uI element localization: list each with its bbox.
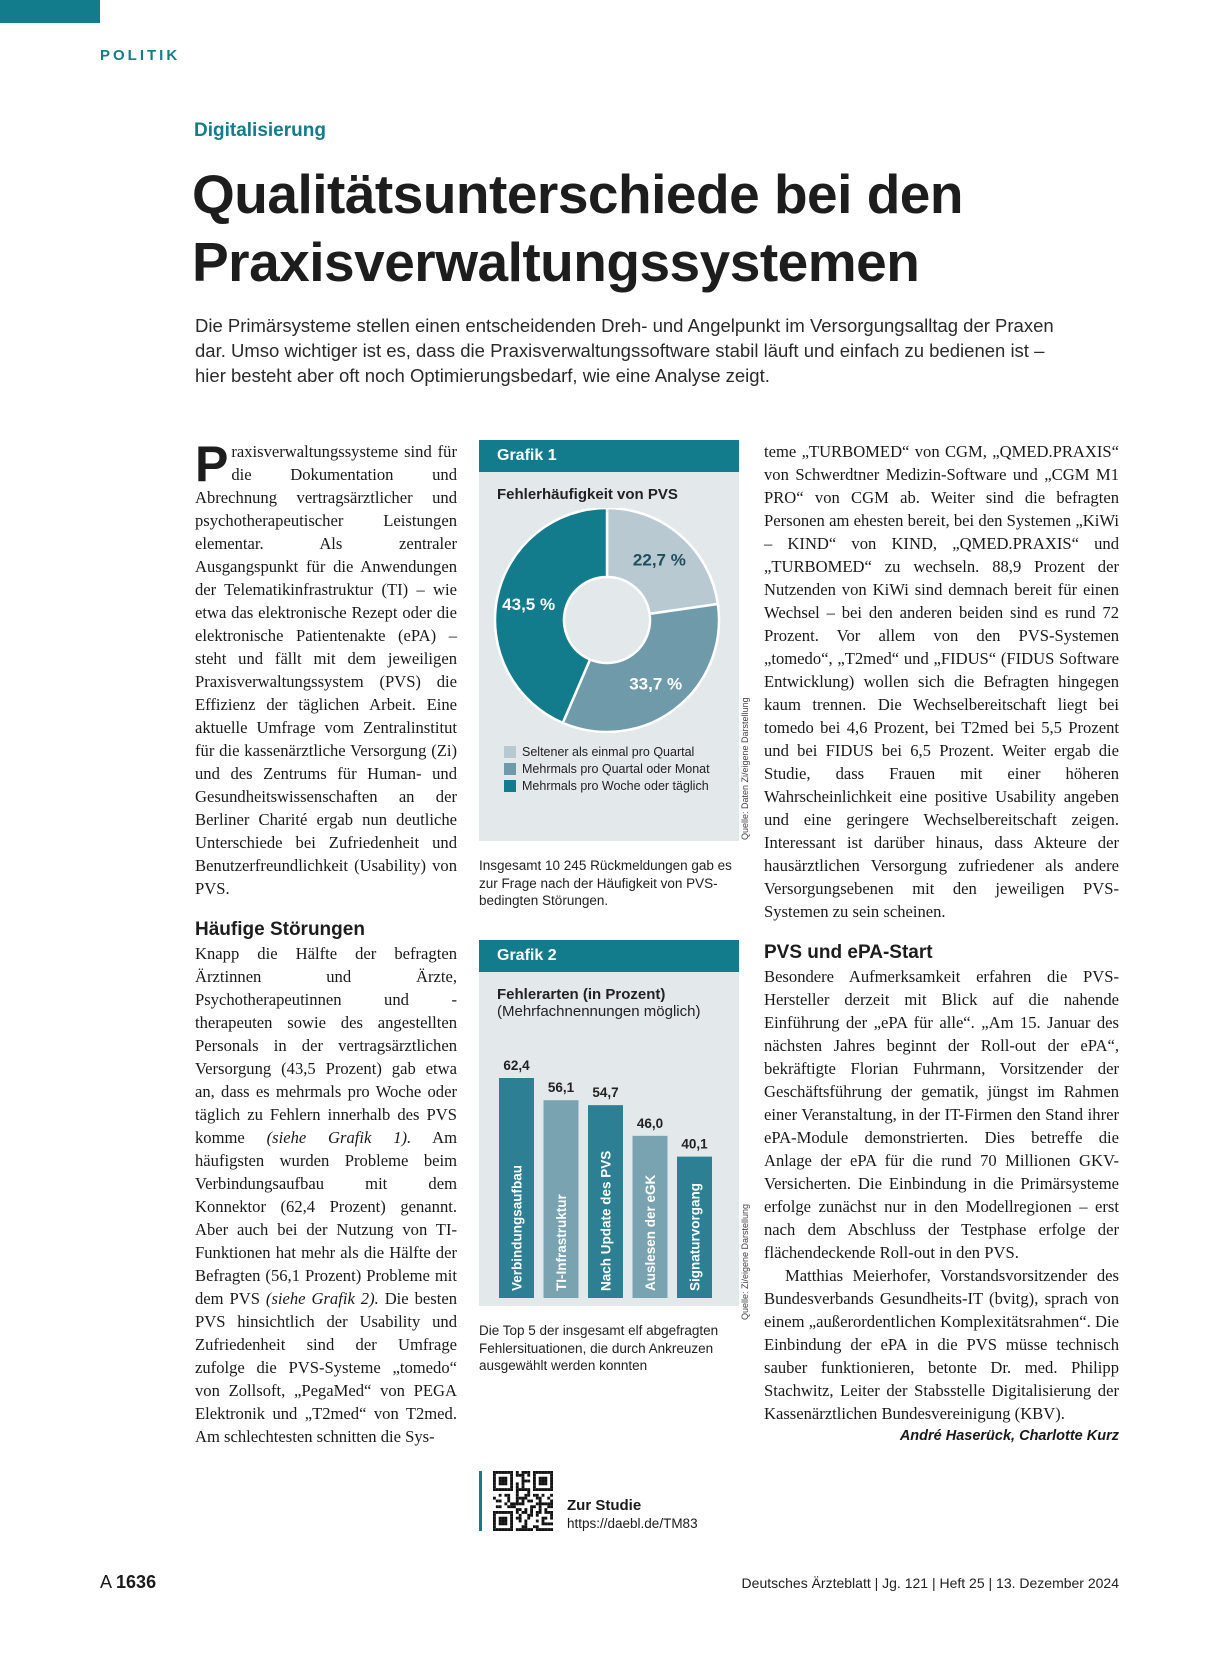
- qr-module: [527, 1514, 530, 1517]
- pie-label-3: 43,5 %: [502, 594, 556, 614]
- qr-module: [544, 1508, 547, 1511]
- qr-module: [493, 1517, 496, 1520]
- qr-module: [496, 1500, 499, 1503]
- qr-module: [516, 1517, 519, 1520]
- qr-module: [527, 1500, 530, 1503]
- qr-module: [513, 1502, 516, 1505]
- text-segment: Knapp die Hälfte der befragten Ärztinnen und Ärzte, Psychotherapeutinnen und -therapeuten sowie des angestellten Personals in der vertragsärztlichen Versorgung (43,5 Prozent) gab etwa an, dass es mehrmals pro Woche oder täglich zu Fehlern innerhalb des PVS komme: [195, 944, 457, 1147]
- qr-module: [510, 1471, 513, 1474]
- qr-module: [493, 1520, 496, 1523]
- qr-module: [542, 1482, 545, 1485]
- grafik-1-caption: Insgesamt 10 245 Rückmeldungen gab es zur Frage nach der Häufigkeit von PVS-bedingten Störungen.: [479, 858, 732, 908]
- qr-module: [522, 1511, 525, 1514]
- text-segment: Am häufigsten wurden Probleme beim Verbindungsaufbau mit dem Konnektor (62,4 Prozent) genannt. Aber auch bei der Nutzung von TI-Funktionen hat mehr als die Hälfte der Befragten (56,1 Prozent) Probleme mit dem PVS: [195, 1128, 458, 1308]
- study-link[interactable]: https://daebl.de/TM83: [567, 1516, 698, 1531]
- grafik-2-label: Grafik 2: [479, 940, 739, 972]
- qr-module: [527, 1471, 530, 1474]
- legend-label: Mehrmals pro Woche oder täglich: [522, 778, 709, 793]
- legend-swatch: [504, 780, 516, 792]
- qr-module: [547, 1528, 550, 1531]
- subhead-stoerungen: Häufige Störungen: [195, 919, 365, 940]
- qr-module: [536, 1511, 539, 1514]
- qr-module: [519, 1508, 522, 1511]
- qr-module: [507, 1471, 510, 1474]
- qr-module: [527, 1517, 530, 1520]
- qr-module: [510, 1522, 513, 1525]
- qr-module: [510, 1525, 513, 1528]
- qr-module: [510, 1520, 513, 1523]
- qr-module: [522, 1502, 525, 1505]
- qr-module: [522, 1482, 525, 1485]
- qr-module: [550, 1517, 553, 1520]
- qr-code-icon[interactable]: [493, 1471, 553, 1531]
- qr-module: [510, 1502, 513, 1505]
- qr-module: [539, 1528, 542, 1531]
- qr-module: [493, 1480, 496, 1483]
- qr-module: [539, 1480, 542, 1483]
- qr-module: [499, 1480, 502, 1483]
- qr-module: [547, 1497, 550, 1500]
- qr-module: [507, 1511, 510, 1514]
- qr-module: [499, 1505, 502, 1508]
- qr-module: [524, 1508, 527, 1511]
- grafik-1-label: Grafik 1: [479, 440, 739, 472]
- qr-module: [550, 1502, 553, 1505]
- qr-module: [530, 1508, 533, 1511]
- legend-item: [504, 743, 710, 760]
- qr-module: [519, 1517, 522, 1520]
- qr-module: [522, 1474, 525, 1477]
- qr-module: [550, 1477, 553, 1480]
- qr-module: [502, 1488, 505, 1491]
- headline-line-1: Qualitätsunterschiede bei den: [192, 163, 963, 225]
- qr-module: [544, 1502, 547, 1505]
- qr-module: [524, 1488, 527, 1491]
- qr-module: [516, 1508, 519, 1511]
- qr-module: [519, 1514, 522, 1517]
- figure-reference-1: (siehe Grafik 1).: [266, 1128, 412, 1147]
- qr-module: [542, 1477, 545, 1480]
- qr-module: [516, 1491, 519, 1494]
- qr-module: [507, 1497, 510, 1500]
- qr-module: [504, 1502, 507, 1505]
- qr-module: [527, 1488, 530, 1491]
- qr-module: [519, 1474, 522, 1477]
- body-column-right: [764, 440, 1119, 1448]
- paragraph-continued: teme „TURBOMED“ von CGM, „QMED.PRAXIS“ von Schwerdtner Medizin-Software und „CGM M1 PRO“ von CGM ab. Weiter sind die befragten Personen am ehesten bereit, bei den Systemen „KiWi – KIND“ von KIND, „QMED.PRAXIS“ und „TURBOMED“ zu wechseln. 88,9 Prozent der Nutzenden von KiWi sind demnach bereit für einen Wechsel – bei den anderen beiden sind es rund 72 Prozent. Vor allem von den PVS-Systemen „tomedo“, „T2med“ und „FIDUS“ (FIDUS Software Entwicklung) wollen sich die Befragten hingegen kaum trennen. Die Wechselbereitschaft liegt bei tomedo bei 4,6 Prozent, bei T2med bei 5,5 Prozent und bei FIDUS bei 6,5 Prozent. Weiter ergab die Studie, dass Frauen mit einer höheren Wahrscheinlichkeit eine positive Usability angeben und eine geringere Wechselbereitschaft zeigen. Interessant ist darüber hinaus, dass Akteure der hausärztlichen Versorgung zufriedener als andere Versorgungsebenen mit den jeweiligen PVS-Systemen zu sein scheinen.: [764, 442, 1119, 921]
- qr-module: [542, 1522, 545, 1525]
- qr-module: [519, 1520, 522, 1523]
- bar-value-label: 46,0: [636, 1115, 664, 1131]
- qr-module: [493, 1511, 496, 1514]
- qr-module: [519, 1488, 522, 1491]
- qr-module: [493, 1497, 496, 1500]
- bar-value-label: 40,1: [681, 1136, 708, 1152]
- qr-module: [550, 1488, 553, 1491]
- qr-module: [504, 1480, 507, 1483]
- subhead-epa-start: PVS und ePA-Start: [764, 942, 933, 963]
- paragraph-bvitg: Matthias Meierhofer, Vorstandsvorsitzender des Bundesverbands Gesundheits-IT (bvitg), sprach von einem „außerordentlichen Komplexitätsrahmen“. Die Einbindung der ePA in die PVS müsse technisch sauber funktionieren, betonte Dr. med. Philipp Stachwitz, Leiter der Stabsstelle Digitalisierung der Kassenärztlichen Bundesvereinigung (KBV).: [764, 1266, 1119, 1423]
- qr-module: [524, 1497, 527, 1500]
- qr-module: [502, 1482, 505, 1485]
- qr-module: [550, 1485, 553, 1488]
- qr-module: [504, 1517, 507, 1520]
- qr-module: [504, 1482, 507, 1485]
- qr-module: [542, 1480, 545, 1483]
- qr-module: [516, 1482, 519, 1485]
- pie-legend: [504, 743, 710, 794]
- qr-module: [493, 1514, 496, 1517]
- qr-module: [542, 1520, 545, 1523]
- qr-module: [522, 1488, 525, 1491]
- qr-module: [539, 1488, 542, 1491]
- qr-module: [499, 1520, 502, 1523]
- qr-module: [493, 1488, 496, 1491]
- qr-module: [504, 1528, 507, 1531]
- qr-module: [510, 1477, 513, 1480]
- qr-module: [544, 1480, 547, 1483]
- bar-value-label: 56,1: [547, 1080, 575, 1096]
- qr-module: [530, 1514, 533, 1517]
- qr-module: [502, 1471, 505, 1474]
- qr-module: [539, 1497, 542, 1500]
- qr-module: [522, 1480, 525, 1483]
- qr-module: [516, 1528, 519, 1531]
- paragraph-intro: [195, 436, 457, 900]
- qr-module: [524, 1494, 527, 1497]
- bar-category-label: Verbindungsaufbau: [509, 1164, 525, 1291]
- qr-module: [533, 1525, 536, 1528]
- qr-module: [530, 1528, 533, 1531]
- headline-line-2: Praxisverwaltungssystemen: [192, 231, 920, 293]
- qr-module: [516, 1500, 519, 1503]
- lead-paragraph: Die Primärsysteme stellen einen entscheidenden Dreh- und Angelpunkt im Versorgungsalltag der Praxen dar. Umso wichtiger ist es, dass die Praxisverwaltungssoftware stabil läuft und einfach zu bedienen ist – hier besteht aber oft noch Optimierungsbedarf, wie eine Analyse zeigt.: [195, 315, 1054, 386]
- qr-module: [539, 1505, 542, 1508]
- qr-module: [542, 1528, 545, 1531]
- legend-swatch: [504, 746, 516, 758]
- qr-module: [544, 1477, 547, 1480]
- qr-module: [536, 1471, 539, 1474]
- qr-module: [539, 1511, 542, 1514]
- page-number-value: 1636: [116, 1572, 157, 1592]
- drop-cap: P: [195, 436, 229, 492]
- qr-module: [499, 1511, 502, 1514]
- qr-module: [550, 1474, 553, 1477]
- qr-module: [510, 1514, 513, 1517]
- qr-module: [524, 1480, 527, 1483]
- qr-module: [510, 1474, 513, 1477]
- qr-module: [510, 1511, 513, 1514]
- qr-module: [544, 1482, 547, 1485]
- qr-module: [536, 1514, 539, 1517]
- qr-module: [504, 1471, 507, 1474]
- grafik-2-caption: Die Top 5 der insgesamt elf abgefragten Fehlersituationen, die durch Ankreuzen ausgewählt werden konnten: [479, 1323, 719, 1373]
- journal-info: Deutsches Ärzteblatt | Jg. 121 | Heft 25 | 13. Dezember 2024: [741, 1575, 1119, 1591]
- qr-module: [542, 1488, 545, 1491]
- qr-module: [524, 1511, 527, 1514]
- legend-swatch: [504, 763, 516, 775]
- grafik-2-source: Quelle: Zi/eigene Darstellung: [740, 1203, 750, 1320]
- kicker: Digitalisierung: [194, 120, 326, 141]
- qr-module: [493, 1477, 496, 1480]
- qr-module: [522, 1497, 525, 1500]
- qr-module: [533, 1482, 536, 1485]
- bar-category-label: Signaturvorgang: [687, 1182, 703, 1291]
- qr-module: [539, 1502, 542, 1505]
- qr-module: [513, 1505, 516, 1508]
- qr-module: [533, 1477, 536, 1480]
- qr-module: [550, 1482, 553, 1485]
- qr-module: [533, 1494, 536, 1497]
- qr-module: [516, 1497, 519, 1500]
- qr-module: [522, 1477, 525, 1480]
- qr-module: [522, 1528, 525, 1531]
- legend-label: Seltener als einmal pro Quartal: [522, 744, 695, 759]
- grafik-2-box: [479, 940, 739, 1306]
- qr-module: [516, 1511, 519, 1514]
- bar-chart: [479, 1015, 739, 1305]
- qr-module: [493, 1522, 496, 1525]
- qr-module: [496, 1488, 499, 1491]
- qr-module: [550, 1528, 553, 1531]
- bar-value-label: 54,7: [592, 1085, 619, 1101]
- qr-module: [502, 1528, 505, 1531]
- qr-module: [522, 1485, 525, 1488]
- qr-module: [539, 1508, 542, 1511]
- qr-module: [536, 1502, 539, 1505]
- qr-module: [493, 1485, 496, 1488]
- qr-module: [502, 1480, 505, 1483]
- qr-module: [516, 1474, 519, 1477]
- qr-module: [502, 1520, 505, 1523]
- chart-1-title: Fehlerhäufigkeit von PVS: [497, 486, 678, 503]
- qr-module: [539, 1477, 542, 1480]
- qr-module: [504, 1494, 507, 1497]
- qr-module: [536, 1494, 539, 1497]
- qr-module: [524, 1471, 527, 1474]
- qr-module: [510, 1528, 513, 1531]
- bar-category-label: Nach Update des PVS: [598, 1150, 614, 1291]
- paragraph-stoerungen: [195, 942, 457, 1448]
- qr-module: [544, 1522, 547, 1525]
- qr-module: [516, 1488, 519, 1491]
- legend-label: Mehrmals pro Quartal oder Monat: [522, 761, 710, 776]
- qr-module: [547, 1471, 550, 1474]
- qr-module: [499, 1471, 502, 1474]
- qr-module: [544, 1528, 547, 1531]
- qr-module: [547, 1522, 550, 1525]
- qr-module: [547, 1505, 550, 1508]
- text-segment: Die besten PVS hinsichtlich der Usability und Zufriedenheit sind der Umfrage zufolge die PVS-Systeme „tomedo“ von Zollsoft, „PegaMed“ von PEGA Elektronik und „T2med“ von T2med. Am schlechtesten schnitten die Sys-: [195, 1289, 458, 1446]
- qr-module: [527, 1480, 530, 1483]
- qr-module: [496, 1511, 499, 1514]
- qr-module: [536, 1528, 539, 1531]
- qr-module: [493, 1474, 496, 1477]
- qr-module: [499, 1528, 502, 1531]
- bar-value-label: 62,4: [503, 1058, 530, 1073]
- headline: [192, 160, 1192, 296]
- qr-module: [507, 1505, 510, 1508]
- legend-item: [504, 777, 710, 794]
- qr-module: [527, 1494, 530, 1497]
- qr-module: [530, 1500, 533, 1503]
- qr-module: [539, 1500, 542, 1503]
- qr-module: [533, 1488, 536, 1491]
- qr-module: [542, 1494, 545, 1497]
- figure-reference-2: (siehe Grafik 2).: [265, 1289, 379, 1308]
- qr-module: [533, 1474, 536, 1477]
- qr-module: [550, 1511, 553, 1514]
- qr-module: [502, 1517, 505, 1520]
- qr-module: [504, 1477, 507, 1480]
- chart-2-subtitle: (Mehrfachnennungen möglich): [497, 1003, 701, 1020]
- qr-module: [510, 1505, 513, 1508]
- qr-module: [519, 1528, 522, 1531]
- qr-module: [536, 1488, 539, 1491]
- bar-category-label: Auslesen der eGK: [643, 1174, 658, 1291]
- qr-module: [507, 1500, 510, 1503]
- qr-module: [504, 1520, 507, 1523]
- qr-module: [519, 1502, 522, 1505]
- section-label: POLITIK: [100, 47, 181, 64]
- bar-category-label: TI-Infrastruktur: [554, 1194, 569, 1291]
- qr-module: [516, 1485, 519, 1488]
- qr-module: [510, 1517, 513, 1520]
- qr-module: [536, 1525, 539, 1528]
- page-prefix: A: [100, 1572, 112, 1592]
- qr-module: [550, 1494, 553, 1497]
- qr-module: [493, 1471, 496, 1474]
- grafik-1-source: Quelle: Daten Zi/eigene Darstellung: [740, 697, 750, 840]
- qr-module: [550, 1480, 553, 1483]
- author-line: André Haserück, Charlotte Kurz: [899, 1428, 1119, 1444]
- page-number: [100, 1572, 156, 1593]
- qr-module: [544, 1517, 547, 1520]
- qr-module: [550, 1500, 553, 1503]
- qr-module: [542, 1471, 545, 1474]
- qr-module: [499, 1488, 502, 1491]
- qr-module: [510, 1480, 513, 1483]
- qr-module: [547, 1502, 550, 1505]
- pie-label-2: 33,7 %: [629, 674, 683, 694]
- qr-module: [536, 1520, 539, 1523]
- qr-module: [507, 1488, 510, 1491]
- qr-module: [499, 1500, 502, 1503]
- qr-module: [527, 1491, 530, 1494]
- qr-module: [496, 1471, 499, 1474]
- qr-module: [502, 1477, 505, 1480]
- qr-module: [516, 1502, 519, 1505]
- qr-module: [550, 1505, 553, 1508]
- qr-module: [493, 1482, 496, 1485]
- body-column-left: [195, 436, 458, 1448]
- qr-module: [530, 1505, 533, 1508]
- qr-module: [510, 1485, 513, 1488]
- qr-module: [527, 1474, 530, 1477]
- qr-module: [550, 1471, 553, 1474]
- qr-module: [516, 1471, 519, 1474]
- qr-module: [499, 1477, 502, 1480]
- paragraph-epa: Besondere Aufmerksamkeit erfahren die PVS-Hersteller derzeit mit Blick auf die nahende Einführung der „ePA für alle“. „Am 15. Januar des nächsten Jahres beginnt der Roll-out der ePA“, bekräftigte Florian Fuhrmann, Vorsitzender der Geschäftsführung der gematik, jüngst im Rahmen einer Veranstaltung, in der IT-Firmen den Stand ihrer ePA-Module demonstrierten. Dies betreffe die Anlage der ePA für die rund 70 Millionen GKV-Versicherten. Die Einbindung in die Primärsysteme erfolge zunächst nur in den Modellregionen – erst nach dem Abschluss der Testphase erfolge der flächendeckende Roll-out in den PVS.: [764, 967, 1119, 1262]
- qr-module: [524, 1528, 527, 1531]
- qr-module: [527, 1528, 530, 1531]
- qr-module: [499, 1494, 502, 1497]
- qr-module: [533, 1471, 536, 1474]
- qr-module: [542, 1517, 545, 1520]
- qr-module: [499, 1482, 502, 1485]
- qr-accent-line: [479, 1471, 482, 1531]
- qr-module: [542, 1502, 545, 1505]
- qr-module: [499, 1517, 502, 1520]
- legend-item: [504, 760, 710, 777]
- qr-module: [533, 1480, 536, 1483]
- qr-module: [516, 1494, 519, 1497]
- qr-module: [524, 1522, 527, 1525]
- qr-module: [533, 1505, 536, 1508]
- chart-2-title: Fehlerarten (in Prozent): [497, 986, 666, 1003]
- qr-module: [533, 1485, 536, 1488]
- qr-module: [539, 1471, 542, 1474]
- qr-module: [522, 1525, 525, 1528]
- qr-module: [547, 1488, 550, 1491]
- qr-module: [496, 1505, 499, 1508]
- qr-module: [502, 1522, 505, 1525]
- intro-text: raxisverwaltungssysteme sind für die Dokumentation und Abrechnung vertragsärztlicher und psychotherapeutischer Leistungen elementar. Als zentraler Ausgangspunkt für die Anwendungen der Telematikinfrastruktur (TI) – wie etwa das elektronische Rezept oder die elektronische Patientenakte (ePA) – steht und fällt mit dem jeweiligen Praxisverwaltungssystem (PVS) die Effizienz der täglichen Arbeit. Eine aktuelle Umfrage vom Zentralinstitut für die kassenärztliche Versorgung (Zi) und des Zentrums für Human- und Gesundheitswissenschaften an der Berliner Charité ergab nun deutliche Unterschiede bei Zufriedenheit und Benutzerfreundlichkeit (Usability) von PVS.: [195, 442, 457, 898]
- qr-module: [544, 1488, 547, 1491]
- qr-module: [519, 1497, 522, 1500]
- qr-module: [547, 1511, 550, 1514]
- qr-module: [536, 1497, 539, 1500]
- qr-module: [522, 1500, 525, 1503]
- qr-module: [544, 1471, 547, 1474]
- qr-module: [550, 1514, 553, 1517]
- qr-module: [539, 1482, 542, 1485]
- qr-module: [507, 1528, 510, 1531]
- qr-module: [522, 1471, 525, 1474]
- pie-chart: [479, 508, 739, 733]
- qr-module: [496, 1528, 499, 1531]
- top-accent-bar: [0, 0, 100, 23]
- qr-module: [504, 1511, 507, 1514]
- qr-module: [504, 1488, 507, 1491]
- qr-module: [493, 1525, 496, 1528]
- qr-module: [502, 1511, 505, 1514]
- pie-label-1: 22,7 %: [632, 550, 686, 570]
- qr-module: [544, 1511, 547, 1514]
- grafik-1-box: [479, 440, 739, 841]
- qr-module: [507, 1494, 510, 1497]
- qr-title: Zur Studie: [567, 1497, 642, 1514]
- qr-module: [504, 1522, 507, 1525]
- qr-module: [499, 1522, 502, 1525]
- qr-module: [524, 1520, 527, 1523]
- qr-module: [510, 1488, 513, 1491]
- qr-block: [479, 1469, 739, 1535]
- qr-module: [510, 1482, 513, 1485]
- qr-module: [524, 1525, 527, 1528]
- qr-module: [550, 1522, 553, 1525]
- qr-module: [530, 1511, 533, 1514]
- qr-module: [493, 1528, 496, 1531]
